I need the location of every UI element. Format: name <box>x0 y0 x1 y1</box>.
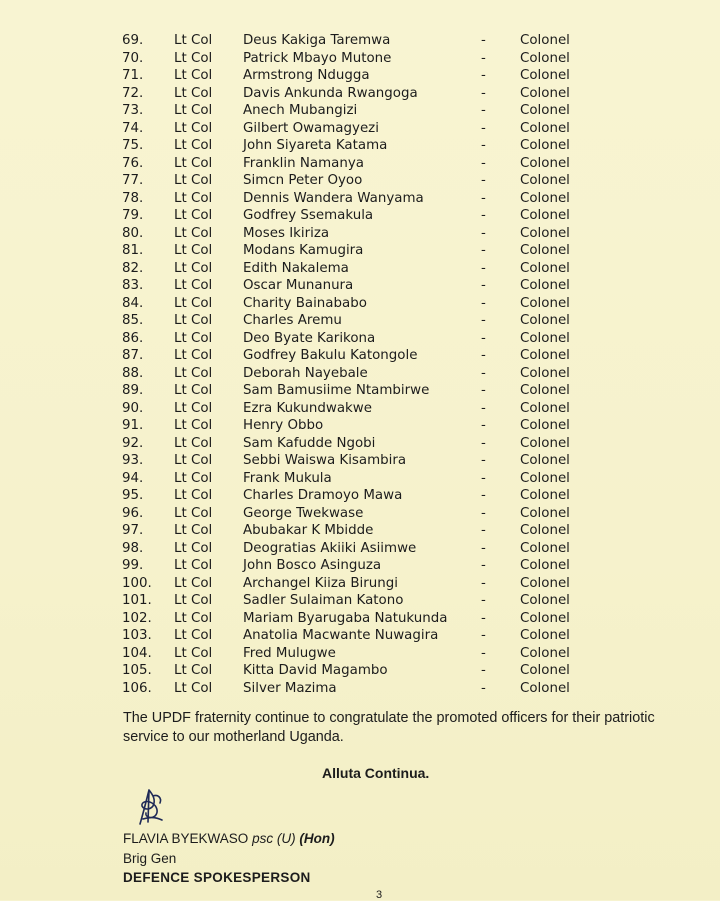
new-rank: Colonel <box>520 435 570 451</box>
officer-number: 74. <box>122 120 144 136</box>
separator-dash: - <box>481 138 486 153</box>
new-rank: Colonel <box>520 400 570 416</box>
new-rank: Colonel <box>520 173 570 188</box>
new-rank: Colonel <box>520 278 570 293</box>
separator-dash: - <box>481 523 486 538</box>
officer-name: Armstrong Ndugga <box>243 68 370 83</box>
separator-dash: - <box>481 400 486 416</box>
officer-row <box>0 540 720 558</box>
officer-number: 94. <box>122 470 144 486</box>
new-rank: Colonel <box>520 225 570 241</box>
officer-name: Charles Aremu <box>243 313 342 328</box>
separator-dash: - <box>481 33 486 48</box>
officer-name: Ezra Kukundwakwe <box>243 400 372 416</box>
officer-row <box>0 487 720 505</box>
officer-number: 76. <box>122 155 144 171</box>
separator-dash: - <box>481 593 486 608</box>
officer-name: Sebbi Waiswa Kisambira <box>243 453 407 468</box>
officer-name: Davis Ankunda Rwangoga <box>243 85 418 101</box>
separator-dash: - <box>481 488 486 503</box>
officer-number: 73. <box>122 103 144 118</box>
officer-name: Archangel Kiiza Birungi <box>243 575 398 591</box>
current-rank: Lt Col <box>174 365 213 381</box>
officer-name: Charles Dramoyo Mawa <box>243 488 403 503</box>
officer-number: 77. <box>122 173 144 188</box>
officer-name: Kitta David Magambo <box>243 663 388 678</box>
officer-row <box>0 645 720 663</box>
officer-number: 93. <box>122 453 144 468</box>
separator-dash: - <box>481 575 486 591</box>
current-rank: Lt Col <box>174 488 213 503</box>
new-rank: Colonel <box>520 313 570 328</box>
current-rank: Lt Col <box>174 155 213 171</box>
officer-number: 82. <box>122 260 144 276</box>
separator-dash: - <box>481 68 486 83</box>
new-rank: Colonel <box>520 243 570 258</box>
officer-name: Henry Obbo <box>243 418 324 433</box>
separator-dash: - <box>481 278 486 293</box>
officer-row <box>0 242 720 260</box>
current-rank: Lt Col <box>174 470 213 486</box>
officer-number: 69. <box>122 33 144 48</box>
officer-number: 89. <box>122 383 144 398</box>
officer-number: 105. <box>122 663 152 678</box>
separator-dash: - <box>481 120 486 136</box>
officer-name: Deo Byate Karikona <box>243 330 376 346</box>
officer-name: George Twekwase <box>243 505 364 521</box>
officer-number: 102. <box>122 610 152 626</box>
separator-dash: - <box>481 365 486 381</box>
officer-row <box>0 575 720 593</box>
officer-number: 79. <box>122 208 144 223</box>
officer-name: Frank Mukula <box>243 470 332 486</box>
new-rank: Colonel <box>520 50 570 66</box>
signatory-name-line <box>123 831 335 846</box>
officer-row <box>0 260 720 278</box>
current-rank: Lt Col <box>174 260 213 276</box>
new-rank: Colonel <box>520 103 570 118</box>
current-rank: Lt Col <box>174 523 213 538</box>
new-rank: Colonel <box>520 330 570 346</box>
separator-dash: - <box>481 540 486 556</box>
current-rank: Lt Col <box>174 208 213 223</box>
separator-dash: - <box>481 330 486 346</box>
officer-row <box>0 680 720 698</box>
officer-row <box>0 330 720 348</box>
officer-number: 95. <box>122 488 144 503</box>
signatory-name: FLAVIA BYEKWASO <box>123 831 249 846</box>
officer-number: 70. <box>122 50 144 66</box>
officer-number: 98. <box>122 540 144 556</box>
current-rank: Lt Col <box>174 138 213 153</box>
signatory-qualification: psc (U) <box>252 831 296 846</box>
officer-number: 99. <box>122 558 144 573</box>
separator-dash: - <box>481 225 486 241</box>
officer-name: Anech Mubangizi <box>243 103 358 118</box>
new-rank: Colonel <box>520 138 570 153</box>
officer-row <box>0 67 720 85</box>
separator-dash: - <box>481 190 486 206</box>
officer-name: Godfrey Bakulu Katongole <box>243 348 418 363</box>
new-rank: Colonel <box>520 208 570 223</box>
officer-row <box>0 190 720 208</box>
officer-number: 87. <box>122 348 144 363</box>
officer-row <box>0 610 720 628</box>
current-rank: Lt Col <box>174 50 213 66</box>
current-rank: Lt Col <box>174 505 213 521</box>
officer-row <box>0 172 720 190</box>
current-rank: Lt Col <box>174 558 213 573</box>
officer-row <box>0 32 720 50</box>
officer-name: Dennis Wandera Wanyama <box>243 190 424 206</box>
officer-number: 71. <box>122 68 144 83</box>
current-rank: Lt Col <box>174 85 213 101</box>
officer-number: 84. <box>122 295 144 311</box>
separator-dash: - <box>481 243 486 258</box>
officer-number: 86. <box>122 330 144 346</box>
new-rank: Colonel <box>520 628 570 643</box>
officer-row <box>0 505 720 523</box>
new-rank: Colonel <box>520 523 570 538</box>
separator-dash: - <box>481 610 486 626</box>
new-rank: Colonel <box>520 295 570 311</box>
officer-row <box>0 592 720 610</box>
new-rank: Colonel <box>520 645 570 661</box>
officer-row <box>0 435 720 453</box>
new-rank: Colonel <box>520 593 570 608</box>
page-number: 3 <box>376 889 383 901</box>
current-rank: Lt Col <box>174 645 213 661</box>
current-rank: Lt Col <box>174 295 213 311</box>
officer-name: John Siyareta Katama <box>243 138 388 153</box>
officer-row <box>0 365 720 383</box>
current-rank: Lt Col <box>174 190 213 206</box>
officer-name: Sam Kafudde Ngobi <box>243 435 376 451</box>
officer-row <box>0 85 720 103</box>
officer-name: Sam Bamusiime Ntambirwe <box>243 383 430 398</box>
officer-row <box>0 522 720 540</box>
signatory-rank: Brig Gen <box>123 851 177 866</box>
new-rank: Colonel <box>520 85 570 101</box>
officer-number: 96. <box>122 505 144 521</box>
officer-name: Patrick Mbayo Mutone <box>243 50 392 66</box>
officer-number: 90. <box>122 400 144 416</box>
officer-number: 104. <box>122 645 152 661</box>
separator-dash: - <box>481 663 486 678</box>
officer-number: 97. <box>122 523 144 538</box>
current-rank: Lt Col <box>174 628 213 643</box>
new-rank: Colonel <box>520 68 570 83</box>
officer-row <box>0 295 720 313</box>
officer-row <box>0 452 720 470</box>
officer-row <box>0 382 720 400</box>
new-rank: Colonel <box>520 558 570 573</box>
officer-row <box>0 347 720 365</box>
new-rank: Colonel <box>520 365 570 381</box>
new-rank: Colonel <box>520 470 570 486</box>
officer-row <box>0 417 720 435</box>
current-rank: Lt Col <box>174 173 213 188</box>
officer-name: Edith Nakalema <box>243 260 349 276</box>
officer-number: 81. <box>122 243 144 258</box>
separator-dash: - <box>481 505 486 521</box>
officer-number: 91. <box>122 418 144 433</box>
officer-name: Charity Bainababo <box>243 295 367 311</box>
officer-name: Mariam Byarugaba Natukunda <box>243 610 448 626</box>
separator-dash: - <box>481 208 486 223</box>
current-rank: Lt Col <box>174 680 213 696</box>
new-rank: Colonel <box>520 33 570 48</box>
officer-row <box>0 137 720 155</box>
officer-name: Deus Kakiga Taremwa <box>243 33 391 48</box>
separator-dash: - <box>481 680 486 696</box>
current-rank: Lt Col <box>174 540 213 556</box>
officer-number: 72. <box>122 85 144 101</box>
officer-row <box>0 627 720 645</box>
current-rank: Lt Col <box>174 225 213 241</box>
current-rank: Lt Col <box>174 278 213 293</box>
separator-dash: - <box>481 103 486 118</box>
current-rank: Lt Col <box>174 383 213 398</box>
officer-name: Silver Mazima <box>243 680 337 696</box>
officer-number: 100. <box>122 575 152 591</box>
signatory-honorific: (Hon) <box>299 831 335 846</box>
new-rank: Colonel <box>520 453 570 468</box>
separator-dash: - <box>481 173 486 188</box>
separator-dash: - <box>481 313 486 328</box>
current-rank: Lt Col <box>174 330 213 346</box>
separator-dash: - <box>481 435 486 451</box>
new-rank: Colonel <box>520 190 570 206</box>
separator-dash: - <box>481 50 486 66</box>
current-rank: Lt Col <box>174 68 213 83</box>
officer-name: Anatolia Macwante Nuwagira <box>243 628 439 643</box>
current-rank: Lt Col <box>174 453 213 468</box>
current-rank: Lt Col <box>174 313 213 328</box>
new-rank: Colonel <box>520 383 570 398</box>
new-rank: Colonel <box>520 418 570 433</box>
signatory-position: DEFENCE SPOKESPERSON <box>123 870 311 885</box>
current-rank: Lt Col <box>174 400 213 416</box>
separator-dash: - <box>481 453 486 468</box>
officer-name: Abubakar K Mbidde <box>243 523 374 538</box>
officer-number: 85. <box>122 313 144 328</box>
new-rank: Colonel <box>520 610 570 626</box>
officer-name: Sadler Sulaiman Katono <box>243 593 404 608</box>
separator-dash: - <box>481 348 486 363</box>
separator-dash: - <box>481 383 486 398</box>
officer-name: Franklin Namanya <box>243 155 364 171</box>
current-rank: Lt Col <box>174 33 213 48</box>
new-rank: Colonel <box>520 155 570 171</box>
current-rank: Lt Col <box>174 243 213 258</box>
new-rank: Colonel <box>520 540 570 556</box>
officer-row <box>0 155 720 173</box>
new-rank: Colonel <box>520 575 570 591</box>
officer-row <box>0 400 720 418</box>
officer-row <box>0 207 720 225</box>
current-rank: Lt Col <box>174 575 213 591</box>
separator-dash: - <box>481 155 486 171</box>
separator-dash: - <box>481 295 486 311</box>
current-rank: Lt Col <box>174 435 213 451</box>
officer-number: 83. <box>122 278 144 293</box>
officer-row <box>0 277 720 295</box>
officer-name: Oscar Munanura <box>243 278 354 293</box>
current-rank: Lt Col <box>174 663 213 678</box>
officer-number: 103. <box>122 628 152 643</box>
motto-text: Alluta Continua. <box>322 765 430 781</box>
new-rank: Colonel <box>520 120 570 136</box>
handwritten-signature <box>134 786 168 826</box>
new-rank: Colonel <box>520 348 570 363</box>
new-rank: Colonel <box>520 663 570 678</box>
officer-number: 106. <box>122 680 152 696</box>
current-rank: Lt Col <box>174 120 213 136</box>
new-rank: Colonel <box>520 488 570 503</box>
separator-dash: - <box>481 418 486 433</box>
officer-number: 78. <box>122 190 144 206</box>
closing-paragraph: The UPDF fraternity continue to congratulate the promoted officers for their patriotic service to our motherland Uganda. <box>123 710 655 745</box>
separator-dash: - <box>481 558 486 573</box>
officer-name: Deborah Nayebale <box>243 365 368 381</box>
officer-row <box>0 312 720 330</box>
separator-dash: - <box>481 645 486 661</box>
officer-row <box>0 50 720 68</box>
officer-number: 101. <box>122 593 152 608</box>
officer-name: Gilbert Owamagyezi <box>243 120 379 136</box>
officer-row <box>0 225 720 243</box>
current-rank: Lt Col <box>174 348 213 363</box>
officer-name: Deogratias Akiiki Asiimwe <box>243 540 417 556</box>
new-rank: Colonel <box>520 680 570 696</box>
officer-name: Moses Ikiriza <box>243 225 330 241</box>
officer-number: 80. <box>122 225 144 241</box>
officer-number: 92. <box>122 435 144 451</box>
officer-name: Fred Mulugwe <box>243 645 336 661</box>
officer-name: Godfrey Ssemakula <box>243 208 374 223</box>
current-rank: Lt Col <box>174 593 213 608</box>
separator-dash: - <box>481 260 486 276</box>
officer-row <box>0 557 720 575</box>
promotion-list <box>0 32 720 697</box>
new-rank: Colonel <box>520 505 570 521</box>
officer-name: John Bosco Asinguza <box>243 558 382 573</box>
officer-number: 75. <box>122 138 144 153</box>
current-rank: Lt Col <box>174 418 213 433</box>
officer-row <box>0 470 720 488</box>
current-rank: Lt Col <box>174 610 213 626</box>
officer-row <box>0 102 720 120</box>
separator-dash: - <box>481 470 486 486</box>
officer-row <box>0 662 720 680</box>
officer-number: 88. <box>122 365 144 381</box>
officer-row <box>0 120 720 138</box>
officer-name: Simcn Peter Oyoo <box>243 173 363 188</box>
separator-dash: - <box>481 628 486 643</box>
new-rank: Colonel <box>520 260 570 276</box>
separator-dash: - <box>481 85 486 101</box>
officer-name: Modans Kamugira <box>243 243 364 258</box>
current-rank: Lt Col <box>174 103 213 118</box>
